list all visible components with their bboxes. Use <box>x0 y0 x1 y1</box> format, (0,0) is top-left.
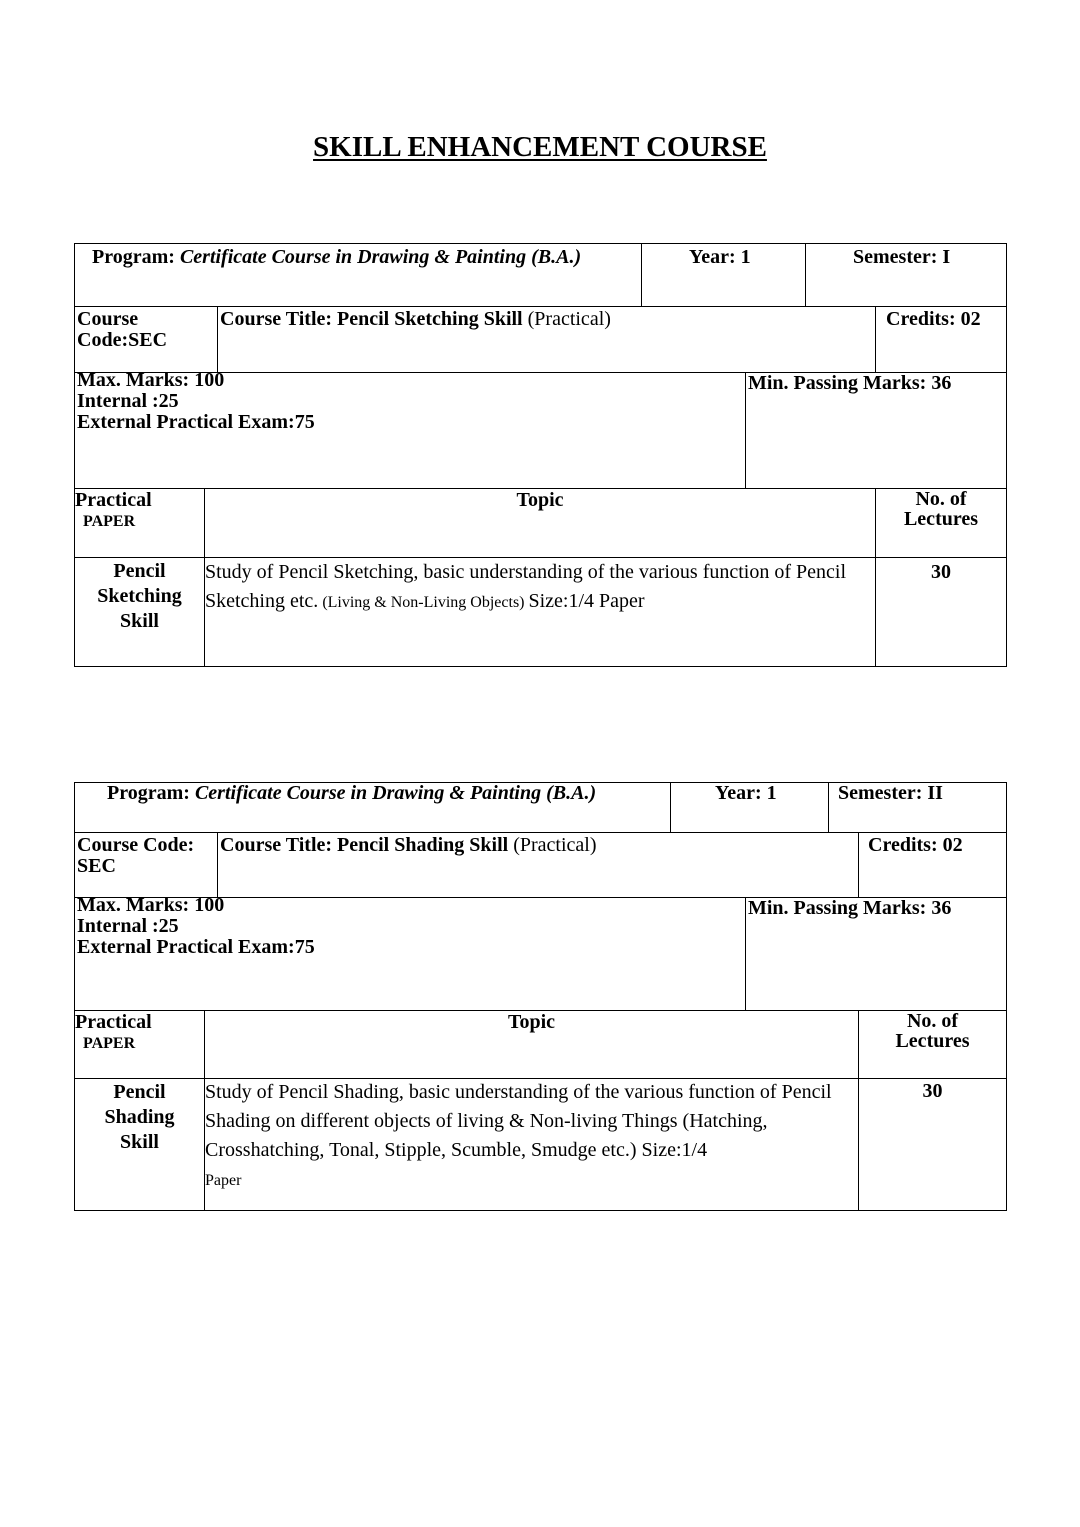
min-passing-marks: Min. Passing Marks: 36 <box>748 897 952 919</box>
program-row <box>75 783 1006 833</box>
header-row <box>75 489 1006 558</box>
course-table-semester-1 <box>74 243 1007 667</box>
course-row <box>75 307 1006 373</box>
semester-value: Semester: I <box>853 246 951 268</box>
paper-row <box>75 558 1006 666</box>
course-table-semester-2 <box>74 782 1007 1211</box>
credits-value: Credits: 02 <box>868 834 963 856</box>
max-marks: Max. Marks: 100 <box>77 369 225 391</box>
course-title: Course Title: Pencil Shading Skill (Practical) <box>220 834 597 856</box>
course-row <box>75 833 1006 898</box>
lectures-count: 30 <box>931 561 951 583</box>
semester-value: Semester: II <box>838 782 943 804</box>
min-passing-marks: Min. Passing Marks: 36 <box>748 372 952 394</box>
course-code: Course Code:SEC <box>77 308 168 351</box>
internal-marks: Internal :25 <box>77 390 179 412</box>
col-header-paper: Practical PAPER <box>75 1011 152 1052</box>
program-value: Certificate Course in Drawing & Painting (B.A.) <box>179 246 582 268</box>
internal-marks: Internal :25 <box>77 915 179 937</box>
col-header-lectures: No. of Lectures <box>895 1010 970 1052</box>
year-value: Year: 1 <box>715 782 777 804</box>
paper-name: Pencil Sketching Skill <box>97 560 182 632</box>
external-marks: External Practical Exam:75 <box>77 411 315 433</box>
external-marks: External Practical Exam:75 <box>77 936 315 958</box>
marks-row <box>75 369 1006 489</box>
col-header-lectures: No. of Lectures <box>903 488 979 530</box>
program-row <box>75 244 1006 307</box>
col-header-paper: Practical PAPER <box>75 489 152 530</box>
paper-name: Pencil Shading Skill <box>104 1081 175 1153</box>
paper-row <box>75 1079 1006 1210</box>
col-header-topic: Topic <box>507 1011 556 1033</box>
topic-description: Study of Pencil Sketching, basic understanding of the various function of Pencil Sketching etc. (Living & Non-Living Objects) Size:1/4 Paper <box>205 561 846 612</box>
program-label: Program: <box>92 246 175 268</box>
year-value: Year: 1 <box>689 246 751 268</box>
header-row <box>75 1011 1006 1079</box>
program-value: Certificate Course in Drawing & Painting (B.A.) <box>194 782 597 804</box>
max-marks: Max. Marks: 100 <box>77 894 225 916</box>
topic-description: Study of Pencil Shading, basic understanding of the various function of Pencil Shading on different objects of living & Non-living Things (Hatching, Crosshatching, Tonal, Stipple, Scumble, Smudge etc.) Size:1/4 Paper <box>205 1081 832 1189</box>
course-code: Course Code: SEC <box>77 834 195 877</box>
lectures-count: 30 <box>922 1080 943 1102</box>
credits-value: Credits: 02 <box>886 308 981 330</box>
program-label: Program: <box>107 782 190 804</box>
marks-row <box>75 894 1006 1011</box>
page-title: SKILL ENHANCEMENT COURSE <box>313 131 767 163</box>
col-header-topic: Topic <box>516 489 564 511</box>
course-title: Course Title: Pencil Sketching Skill (Practical) <box>220 308 611 330</box>
